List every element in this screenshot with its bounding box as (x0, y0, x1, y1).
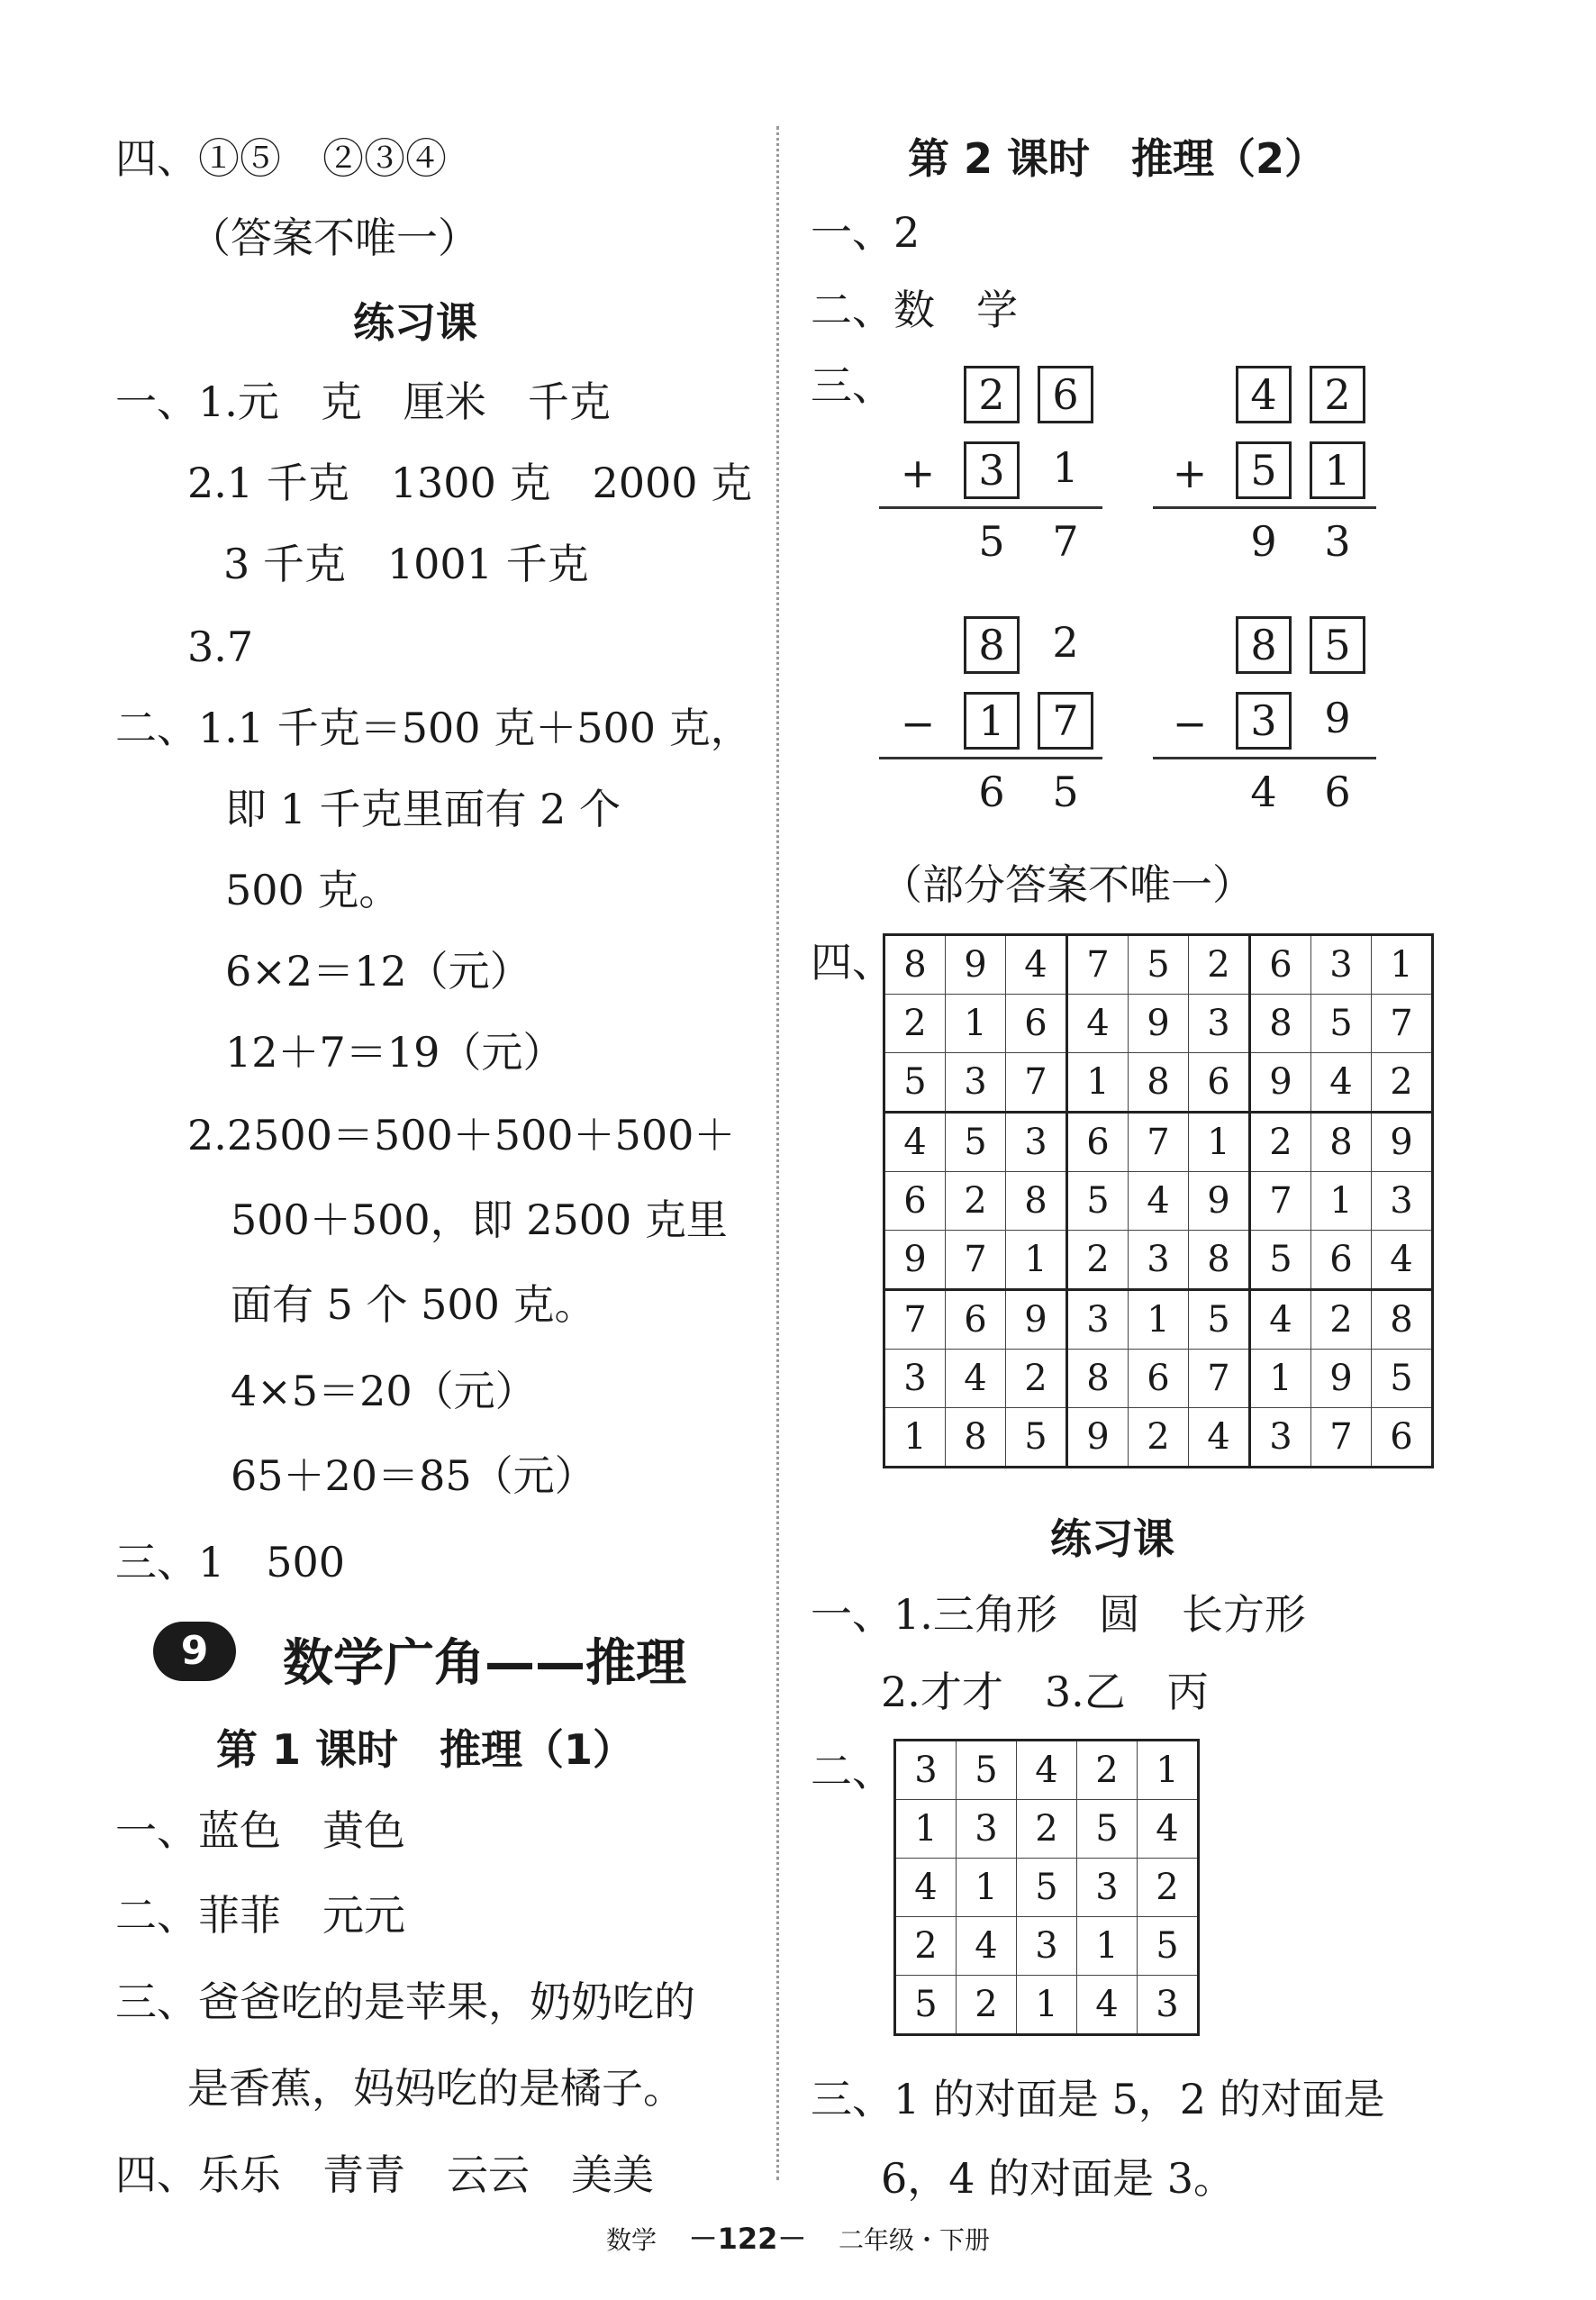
grid-cell: 7 (884, 1290, 946, 1350)
grid-cell: 4 (1077, 1976, 1138, 2035)
latin-square-grid (893, 1739, 1200, 2036)
digit-box: 6 (1038, 366, 1093, 423)
grid-cell: 3 (1250, 1408, 1311, 1468)
grid-cell: 3 (1017, 1917, 1077, 1976)
digit-box: 8 (964, 616, 1020, 674)
grid-row (895, 1800, 1199, 1859)
answer-line: 三、 (811, 361, 893, 410)
grid-cell: 8 (1311, 1113, 1372, 1172)
section-heading: 练习课 (353, 298, 477, 347)
grid-cell: 5 (1189, 1290, 1250, 1350)
digit-box: 3 (964, 441, 1020, 499)
grid-cell: 9 (884, 1231, 946, 1290)
grid-cell: 2 (1189, 935, 1250, 995)
grid-cell: 1 (884, 1408, 946, 1468)
grid-cell: 5 (1311, 995, 1372, 1053)
digit: 1 (1052, 443, 1079, 492)
answer-line: 3.7 (187, 623, 254, 671)
grid-cell: 2 (957, 1976, 1017, 2035)
grid-cell: 3 (1006, 1113, 1067, 1172)
answer-line: 2.1 千克 1300 克 2000 克 (187, 459, 753, 507)
grid-cell: 6 (1006, 995, 1067, 1053)
grid-cell: 1 (1017, 1976, 1077, 2035)
grid-row (895, 1741, 1199, 1800)
note-line: （部分答案不唯一） (881, 860, 1254, 909)
answer-line: 四、乐乐 青青 云云 美美 (115, 2150, 654, 2199)
grid-cell: 2 (946, 1172, 1006, 1231)
grid-cell: 2 (1006, 1350, 1067, 1408)
digit: 4 (1250, 768, 1277, 816)
grid-cell: 2 (1067, 1231, 1129, 1290)
page-number: －122－ (688, 2222, 807, 2256)
grid-row (884, 1231, 1433, 1290)
grid-cell: 6 (1250, 935, 1311, 995)
column-divider (776, 126, 779, 2180)
difference-line (1153, 757, 1376, 759)
grid-cell: 6 (946, 1290, 1006, 1350)
answer-line: 三、1 500 (115, 1538, 346, 1586)
grid-cell: 5 (1372, 1350, 1433, 1408)
answer-line: 500 克。 (225, 866, 401, 914)
grid-cell: 3 (1311, 935, 1372, 995)
answer-line: 500＋500，即 2500 克里 (231, 1195, 728, 1244)
grid-cell: 3 (1189, 995, 1250, 1053)
grid-cell: 5 (1250, 1231, 1311, 1290)
digit-box: 4 (1236, 366, 1292, 423)
grid-cell: 9 (1006, 1290, 1067, 1350)
answer-line: 4×5＝20（元） (231, 1367, 537, 1415)
lesson-heading: 第 2 课时 推理（2） (908, 134, 1327, 183)
grid-cell: 3 (1077, 1859, 1138, 1917)
grid-cell: 1 (1250, 1350, 1311, 1408)
answer-line: 三、爸爸吃的是苹果，奶奶吃的 (115, 1977, 695, 2026)
operator: − (900, 699, 936, 748)
answer-line: 二、1.1 千克＝500 克＋500 克， (115, 704, 752, 752)
digit: 9 (1324, 694, 1351, 742)
grid-cell: 9 (1372, 1113, 1433, 1172)
grid-cell: 1 (1077, 1917, 1138, 1976)
grid-cell: 3 (1067, 1290, 1129, 1350)
digit: 3 (1324, 517, 1351, 566)
unit-title: 数学广角——推理 (283, 1634, 686, 1693)
answer-line: 面有 5 个 500 克。 (231, 1280, 596, 1329)
grid-cell: 4 (884, 1113, 946, 1172)
answer-line: 四、 (811, 938, 893, 986)
answer-line: 是香蕉，妈妈吃的是橘子。 (187, 2064, 685, 2113)
grid-cell: 8 (946, 1408, 1006, 1468)
grid-cell: 3 (884, 1350, 946, 1408)
grid-cell: 3 (895, 1741, 957, 1800)
grid-cell: 5 (1006, 1408, 1067, 1468)
grid-cell: 3 (946, 1053, 1006, 1113)
grid-cell: 4 (1067, 995, 1129, 1053)
grid-cell: 6 (1311, 1231, 1372, 1290)
grid-cell: 6 (1189, 1053, 1250, 1113)
grid-cell: 6 (1372, 1408, 1433, 1468)
grid-cell: 7 (946, 1231, 1006, 1290)
digit: 9 (1250, 517, 1277, 566)
operator: + (900, 449, 936, 497)
grid-cell: 1 (1189, 1113, 1250, 1172)
answer-line: 一、2 (811, 208, 920, 257)
grid-cell: 5 (1129, 935, 1189, 995)
digit-box: 5 (1236, 441, 1292, 499)
digit: 5 (978, 517, 1005, 566)
grid-cell: 2 (895, 1917, 957, 1976)
grid-cell: 2 (1138, 1859, 1199, 1917)
grid-cell: 3 (1372, 1172, 1433, 1231)
operator: − (1172, 699, 1208, 748)
grid-cell: 1 (1129, 1290, 1189, 1350)
grid-cell: 1 (1372, 935, 1433, 995)
grid-cell: 9 (1189, 1172, 1250, 1231)
digit-box: 3 (1236, 692, 1292, 750)
digit-box: 2 (1310, 366, 1365, 423)
grid-cell: 8 (884, 935, 946, 995)
answer-line: 二、 (811, 1747, 893, 1795)
answer-line: 3 千克 1001 千克 (223, 540, 589, 588)
grid-cell: 7 (1129, 1113, 1189, 1172)
grid-cell: 2 (1129, 1408, 1189, 1468)
digit: 2 (1052, 618, 1079, 667)
answer-line: 一、1.三角形 圆 长方形 (811, 1590, 1306, 1639)
grid-cell: 4 (1189, 1408, 1250, 1468)
grid-row (895, 1917, 1199, 1976)
grid-cell: 1 (1067, 1053, 1129, 1113)
grid-cell: 7 (1067, 935, 1129, 995)
grid-cell: 1 (1138, 1741, 1199, 1800)
grid-cell: 1 (946, 995, 1006, 1053)
answer-line: 2.才才 3.乙 丙 (881, 1668, 1209, 1716)
sum-line (1153, 506, 1376, 509)
page-footer (0, 2216, 1596, 2258)
answer-line: 四、①⑤ ②③④ (115, 134, 447, 183)
grid-cell: 8 (1129, 1053, 1189, 1113)
grid-cell: 1 (1311, 1172, 1372, 1231)
grid-row (895, 1976, 1199, 2035)
grid-row (884, 1408, 1433, 1468)
digit-box: 2 (964, 366, 1020, 423)
grid-cell: 2 (1250, 1113, 1311, 1172)
grid-cell: 4 (957, 1917, 1017, 1976)
grid-row (884, 1053, 1433, 1113)
answer-line: 6×2＝12（元） (225, 947, 531, 995)
digit-box: 7 (1038, 692, 1093, 750)
grid-cell: 2 (1017, 1800, 1077, 1859)
digit-box: 1 (1310, 441, 1365, 499)
grid-cell: 9 (1311, 1350, 1372, 1408)
grid-cell: 4 (895, 1859, 957, 1917)
grid-cell: 4 (1006, 935, 1067, 995)
digit: 6 (1324, 768, 1351, 816)
grid-cell: 7 (1311, 1408, 1372, 1468)
grid-cell: 6 (1067, 1113, 1129, 1172)
digit: 5 (1052, 768, 1079, 816)
grid-cell: 9 (1129, 995, 1189, 1053)
lesson-heading: 第 1 课时 推理（1） (216, 1725, 635, 1774)
answer-line: 二、数 学 (811, 286, 1018, 334)
grid-cell: 4 (1129, 1172, 1189, 1231)
digit-box: 8 (1236, 616, 1292, 674)
digit: 7 (1052, 517, 1079, 566)
answer-line: 即 1 千克里面有 2 个 (225, 785, 621, 833)
answer-line: 2.2500＝500＋500＋500＋ (187, 1111, 736, 1159)
answer-line: 二、菲菲 元元 (115, 1891, 405, 1940)
grid-cell: 5 (884, 1053, 946, 1113)
grid-cell: 5 (1138, 1917, 1199, 1976)
unit-number-badge: 9 (153, 1622, 236, 1681)
grid-cell: 8 (1189, 1231, 1250, 1290)
answer-line: （答案不唯一） (189, 214, 479, 262)
grid-cell: 8 (1250, 995, 1311, 1053)
grid-cell: 5 (1017, 1859, 1077, 1917)
grid-row (884, 935, 1433, 995)
grid-cell: 4 (1372, 1231, 1433, 1290)
grid-row (884, 995, 1433, 1053)
grid-cell: 7 (1006, 1053, 1067, 1113)
sudoku-grid (883, 933, 1434, 1468)
grid-cell: 6 (884, 1172, 946, 1231)
grid-cell: 1 (895, 1800, 957, 1859)
grid-cell: 8 (1067, 1350, 1129, 1408)
grid-cell: 9 (1067, 1408, 1129, 1468)
digit: 6 (978, 768, 1005, 816)
grid-cell: 2 (884, 995, 946, 1053)
digit-box: 1 (964, 692, 1020, 750)
grid-cell: 5 (1077, 1800, 1138, 1859)
operator: + (1172, 449, 1208, 497)
grid-cell: 9 (946, 935, 1006, 995)
grid-row (895, 1859, 1199, 1917)
answer-line: 一、1.元 克 厘米 千克 (115, 377, 611, 426)
grid-row (884, 1350, 1433, 1408)
answer-line: 6，4 的对面是 3。 (881, 2154, 1236, 2203)
grid-cell: 3 (1129, 1231, 1189, 1290)
grid-cell: 4 (946, 1350, 1006, 1408)
grid-cell: 9 (1250, 1053, 1311, 1113)
answer-line: 一、蓝色 黄色 (115, 1806, 405, 1855)
difference-line (879, 757, 1102, 759)
grid-cell: 2 (1311, 1290, 1372, 1350)
grid-cell: 2 (1372, 1053, 1433, 1113)
answer-line: 三、1 的对面是 5，2 的对面是 (811, 2075, 1385, 2123)
grid-cell: 1 (1006, 1231, 1067, 1290)
answer-line: 12＋7＝19（元） (225, 1028, 565, 1077)
grid-cell: 4 (1311, 1053, 1372, 1113)
grid-cell: 7 (1372, 995, 1433, 1053)
footer-grade: 二年级・下册 (839, 2225, 991, 2255)
grid-row (884, 1172, 1433, 1231)
grid-cell: 5 (946, 1113, 1006, 1172)
grid-cell: 3 (957, 1800, 1017, 1859)
grid-cell: 4 (1250, 1290, 1311, 1350)
footer-subject: 数学 (605, 2225, 657, 2255)
grid-cell: 1 (957, 1859, 1017, 1917)
grid-cell: 8 (1006, 1172, 1067, 1231)
grid-cell: 7 (1189, 1350, 1250, 1408)
answer-line: 65＋20＝85（元） (231, 1451, 596, 1500)
grid-cell: 4 (1017, 1741, 1077, 1800)
grid-cell: 3 (1138, 1976, 1199, 2035)
grid-cell: 6 (1129, 1350, 1189, 1408)
sum-line (879, 506, 1102, 509)
grid-row (884, 1290, 1433, 1350)
section-heading: 练习课 (1050, 1514, 1174, 1563)
grid-cell: 5 (895, 1976, 957, 2035)
grid-cell: 8 (1372, 1290, 1433, 1350)
grid-row (884, 1113, 1433, 1172)
grid-cell: 7 (1250, 1172, 1311, 1231)
grid-cell: 5 (957, 1741, 1017, 1800)
digit-box: 5 (1310, 616, 1365, 674)
grid-cell: 2 (1077, 1741, 1138, 1800)
grid-cell: 5 (1067, 1172, 1129, 1231)
grid-cell: 4 (1138, 1800, 1199, 1859)
